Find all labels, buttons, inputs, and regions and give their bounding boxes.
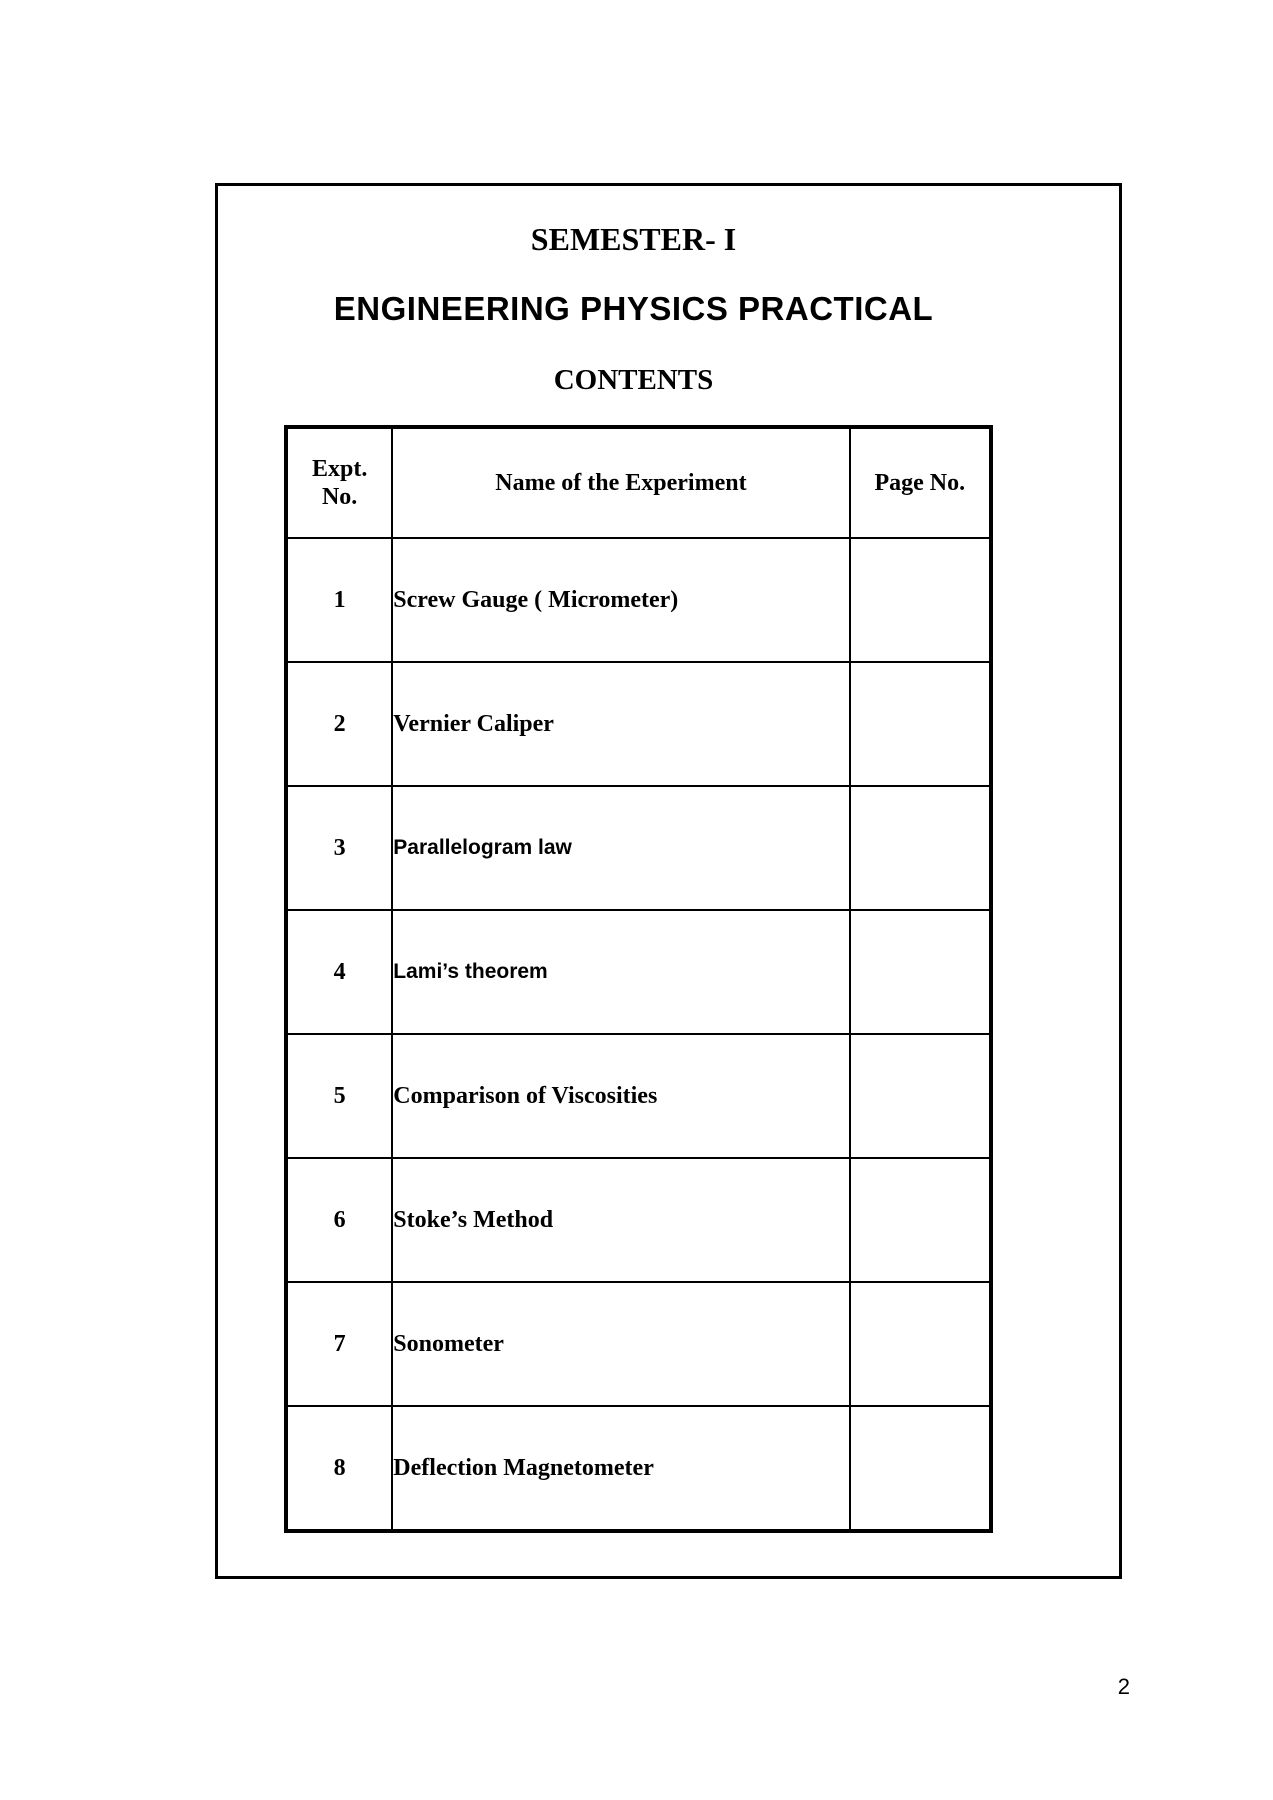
expt-number: 2 bbox=[286, 662, 392, 786]
experiment-name: Stoke’s Method bbox=[392, 1158, 849, 1282]
page-number-cell bbox=[850, 910, 991, 1034]
experiment-name: Deflection Magnetometer bbox=[392, 1406, 849, 1531]
expt-number: 8 bbox=[286, 1406, 392, 1531]
page-number: 2 bbox=[1117, 1674, 1130, 1699]
experiment-name: Lami’s theorem bbox=[392, 910, 849, 1034]
header-page-no: Page No. bbox=[850, 427, 991, 538]
page-number-cell bbox=[850, 786, 991, 910]
page-number-cell bbox=[850, 1034, 991, 1158]
page-number-cell bbox=[850, 1282, 991, 1406]
page-number-cell bbox=[850, 1406, 991, 1531]
expt-number: 1 bbox=[286, 538, 392, 662]
table-row bbox=[286, 538, 991, 662]
semester-heading: SEMESTER- I bbox=[530, 221, 737, 257]
table-row bbox=[286, 910, 991, 1034]
contents-heading: CONTENTS bbox=[553, 364, 714, 396]
expt-number: 5 bbox=[286, 1034, 392, 1158]
expt-number: 4 bbox=[286, 910, 392, 1034]
header-expt-no-line2: No. bbox=[321, 484, 358, 510]
page-number-cell bbox=[850, 538, 991, 662]
subject-title: ENGINEERING PHYSICS PRACTICAL bbox=[333, 290, 934, 327]
experiment-name: Parallelogram law bbox=[392, 786, 849, 910]
experiment-name: Screw Gauge ( Micrometer) bbox=[392, 538, 849, 662]
page-number-cell bbox=[850, 1158, 991, 1282]
expt-number: 6 bbox=[286, 1158, 392, 1282]
table-row bbox=[286, 662, 991, 786]
table-header-row bbox=[286, 427, 991, 538]
experiment-name: Vernier Caliper bbox=[392, 662, 849, 786]
header-expt-no-line1: Expt. bbox=[311, 456, 368, 482]
table-row bbox=[286, 1034, 991, 1158]
experiment-name: Sonometer bbox=[392, 1282, 849, 1406]
table-row bbox=[286, 1158, 991, 1282]
page-number-cell bbox=[850, 662, 991, 786]
header-expt-no bbox=[286, 427, 392, 538]
table-row bbox=[286, 1282, 991, 1406]
table-row bbox=[286, 786, 991, 910]
header-experiment-name: Name of the Experiment bbox=[392, 427, 849, 538]
contents-table bbox=[284, 425, 993, 1533]
expt-number: 3 bbox=[286, 786, 392, 910]
expt-number: 7 bbox=[286, 1282, 392, 1406]
experiment-name: Comparison of Viscosities bbox=[392, 1034, 849, 1158]
table-row bbox=[286, 1406, 991, 1531]
